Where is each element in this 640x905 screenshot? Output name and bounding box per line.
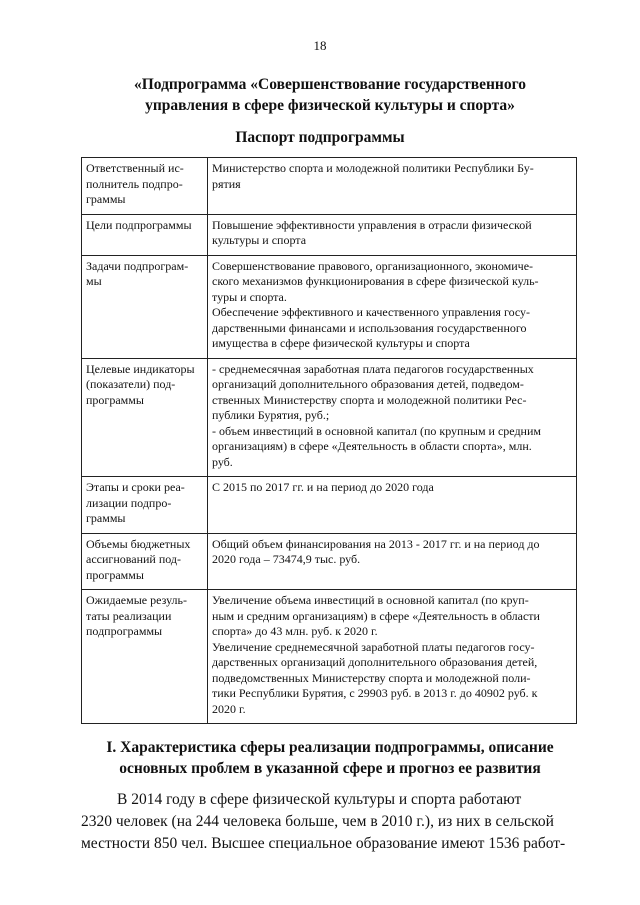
- value-line: - объем инвестиций в основной капитал (по крупным и средним: [212, 423, 541, 438]
- label-line: граммы: [86, 192, 126, 206]
- passport-row-value: [208, 255, 577, 358]
- value-line: - среднемесячная заработная плата педагогов государственных: [212, 361, 534, 376]
- value-line: дарственными финансами и использования государственного: [212, 320, 527, 335]
- page-number: 18: [313, 38, 327, 53]
- value-line: 2020 года – 73474,9 тыс. руб.: [212, 552, 361, 566]
- body-paragraph: [81, 789, 571, 855]
- label-line: Ответственный ис-: [86, 161, 184, 175]
- label-line: (показатели) под-: [86, 377, 176, 391]
- value-line: руб.: [212, 454, 233, 469]
- label-line: таты реализации: [86, 608, 172, 623]
- section-heading-line: I. Характеристика сферы реализации подпрограммы, описание: [106, 739, 554, 756]
- passport-row: [82, 477, 577, 534]
- passport-row-value: [208, 358, 577, 477]
- label-line: полнитель подпро-: [86, 176, 183, 191]
- value-line: публики Бурятия, руб.;: [212, 408, 330, 422]
- value-line: ственных Министерству спорта и молодежной политики Рес-: [212, 392, 527, 407]
- value-line: Министерство спорта и молодежной политики Республики Бу-: [212, 161, 534, 175]
- section-heading-line: основных проблем в указанной сфере и прогноз ее развития: [119, 760, 541, 777]
- passport-row-label: [82, 477, 208, 534]
- passport-row-label: [82, 255, 208, 358]
- value-line: 2020 г.: [212, 701, 246, 716]
- body-line: В 2014 году в сфере физической культуры и спорта работают: [117, 791, 522, 808]
- body-line: 2320 человек (на 244 человека больше, чем в 2010 г.), из них в сельской: [81, 813, 554, 830]
- passport-row-label: [82, 533, 208, 590]
- label-line: программы: [86, 392, 144, 407]
- value-line: имущества в сфере физической культуры и спорта: [212, 336, 470, 350]
- passport-table: [81, 157, 577, 724]
- title-line: управления в сфере физической культуры и спорта»: [145, 97, 515, 114]
- value-line: дарственных организаций дополнительного образования детей,: [212, 655, 538, 669]
- value-line: Увеличение объема инвестиций в основной капитал (по круп-: [212, 593, 529, 607]
- label-line: мы: [86, 274, 102, 288]
- label-line: Цели подпрограммы: [86, 217, 192, 232]
- passport-row-value: [208, 533, 577, 590]
- passport-row: [82, 358, 577, 477]
- value-line: рятия: [212, 176, 241, 191]
- value-line: Общий объем финансирования на 2013 - 2017 гг. и на период до: [212, 536, 540, 551]
- label-line: Объемы бюджетных: [86, 536, 191, 551]
- label-line: лизации подпро-: [86, 495, 172, 510]
- passport-row: [82, 255, 577, 358]
- passport-row-label: [82, 590, 208, 724]
- passport-row-value: [208, 214, 577, 255]
- value-line: С 2015 по 2017 гг. и на период до 2020 года: [212, 480, 434, 494]
- label-line: Этапы и сроки реа-: [86, 480, 185, 494]
- passport-row: [82, 590, 577, 724]
- passport-row-label: [82, 358, 208, 477]
- value-line: организациям) в сфере «Деятельность в области спорта», млн.: [212, 439, 532, 453]
- passport-row-value: [208, 158, 577, 215]
- value-line: Обеспечение эффективного и качественного управления госу-: [212, 305, 531, 319]
- title-line: «Подпрограмма «Совершенствование государственного: [133, 76, 527, 93]
- passport-row: [82, 214, 577, 255]
- value-line: ным и средним организациям) в сфере «Деятельность в области: [212, 608, 540, 623]
- value-line: Повышение эффективности управления в отрасли физической: [212, 217, 532, 232]
- label-line: граммы: [86, 511, 126, 525]
- value-line: тики Республики Бурятия, с 29903 руб. в 2013 г. до 40902 руб. к: [212, 686, 538, 700]
- body-line: местности 850 чел. Высшее специальное образование имеют 1536 работ-: [81, 835, 566, 852]
- label-line: Задачи подпрограм-: [86, 258, 189, 273]
- subprogram-title: [80, 74, 580, 116]
- passport-row-label: [82, 158, 208, 215]
- passport-row-value: [208, 590, 577, 724]
- passport-row: [82, 533, 577, 590]
- value-line: спорта» до 43 млн. руб. к 2020 г.: [212, 624, 378, 638]
- passport-row-value: [208, 477, 577, 534]
- passport-heading: Паспорт подпрограммы: [235, 129, 405, 146]
- section-heading: [60, 737, 600, 779]
- label-line: ассигнований под-: [86, 552, 182, 566]
- value-line: Совершенствование правового, организационного, экономиче-: [212, 258, 534, 273]
- passport-row-label: [82, 214, 208, 255]
- label-line: программы: [86, 567, 144, 582]
- label-line: Целевые индикаторы: [86, 361, 195, 376]
- label-line: Ожидаемые резуль-: [86, 593, 188, 607]
- label-line: подпрограммы: [86, 624, 163, 638]
- value-line: Увеличение среднемесячной заработной платы педагогов госу-: [212, 639, 535, 654]
- value-line: подведомственных Министерству спорта и молодежной поли-: [212, 670, 531, 685]
- passport-row: [82, 158, 577, 215]
- value-line: культуры и спорта: [212, 233, 307, 247]
- value-line: организаций дополнительного образования детей, подведом-: [212, 377, 524, 391]
- value-line: ского механизмов функционирования в сфере физической куль-: [212, 274, 539, 288]
- value-line: туры и спорта.: [212, 289, 287, 304]
